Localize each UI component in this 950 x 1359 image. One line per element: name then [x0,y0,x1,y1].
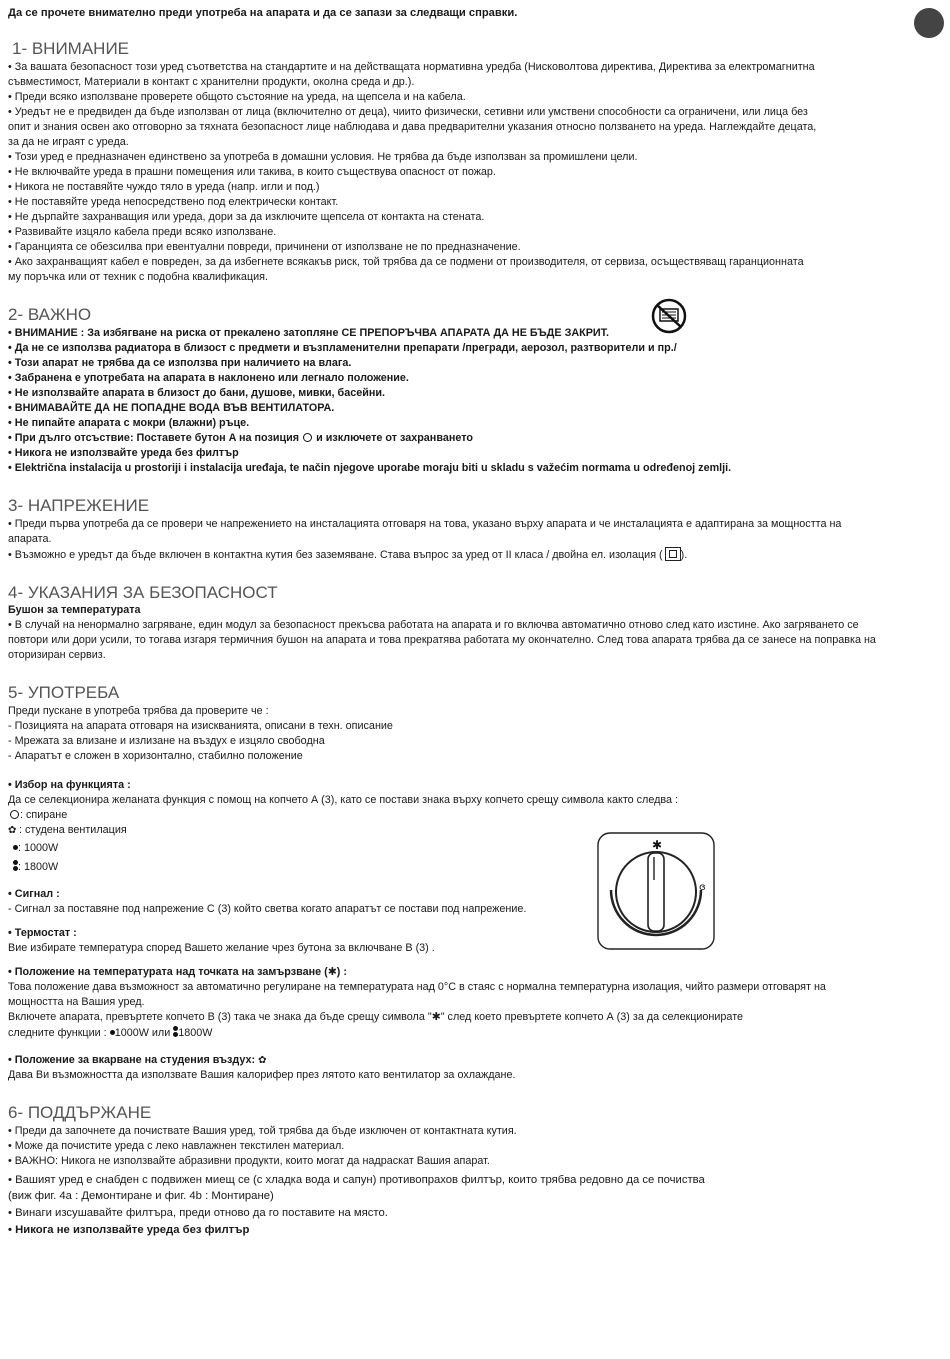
text-fragment: следните функции : [8,1027,107,1039]
text-line: • Този апарат не трябва да се използва при наличието на влага. [8,357,352,369]
frost-funcs-line [8,1025,934,1041]
func-cold [8,823,934,838]
text-fragment: Включете апарата, превъртете копчето B (3) така че знака да бъде срещу символа " [8,1011,432,1023]
section-title: 6- ПОДДЪРЖАНЕ [8,1103,152,1122]
text-line: Да се селекционира желаната функция с помощ на копчето А (3), като се постави знака върху копчето срещу символа както следва : [8,794,679,806]
header-note: Да се прочете внимателно преди употреба на апарата и да се запази за следващи справки. [8,7,518,19]
subtitle: • Избор на функцията : [8,779,131,791]
frost-turn-line [8,1010,934,1025]
text-line: мощността на Вашия уред. [8,996,145,1008]
cold-title [8,1053,934,1068]
text-fragment: 1800W [178,1027,213,1039]
text-line: • Уредът не е предвиден да бъде използван от лица (включително от деца), чиито физически, сетивни или умствени способности са ограничени, или лица без [8,106,808,118]
text-fragment: ) : [336,966,347,978]
text-line: • Забранена е употребата на апарата в наклонено или легнало положение. [8,372,409,384]
section-warning [8,39,934,285]
text-line: • Винаги изсушавайте филтъра, преди отново да го поставите на място. [8,1207,388,1219]
text-line: • В случай на ненормално загряване, един модул за безопасност прекъсва работата на апарата и го включва автоматично отново след като изстине. Ако загряването се [8,619,859,631]
text-line: • Гаранцията се обезсилва при евентуални повреди, причинени от използване не по предназначение. [8,241,521,253]
func-1800 [8,859,934,875]
text-line: • Не дърпайте захранващия или уреда, дори за да изключите щепсела от контакта на стената. [8,211,485,223]
section-maintenance [8,1103,934,1239]
text-line: Преди пускане в употреба трябва да проверите че : [8,705,269,717]
fan-icon: ✿ [258,1055,267,1066]
text-line: (виж фиг. 4а : Демонтиране и фиг. 4b : Монтиране) [8,1190,274,1202]
text-line: за да не играят с уреда. [8,136,129,148]
text-line: • ВНИМАНИЕ : За избягване на риска от прекалено затопляне СЕ ПРЕПОРЪЧВА АПАРАТА ДА НЕ БЪДЕ ЗАКРИТ. [8,327,610,339]
text-line: • Ако захранващият кабел е повреден, за да избегнете всякакъв риск, той трябва да се подмени от производителя, от сервиза, осъществяващ гаранционната [8,256,804,268]
section-use [8,683,934,1083]
text-line: • Преди първа употреба да се провери че напрежението на инсталацията отговаря на това, указано върху апарата и че инсталацията е адаптирана за мощността на [8,518,842,530]
text-line: Дава Ви възможността да използвате Вашия калорифер през лятото като вентилатор за охлаждане. [8,1069,516,1081]
section-title: 4- УКАЗАНИЯ ЗА БЕЗОПАСНОСТ [8,583,278,602]
subtitle: • Сигнал : [8,888,60,900]
text-line: • Този уред е предназначен единствено за употреба в домашни условия. Не трябва да бъде използван за промишлени цели. [8,151,638,163]
section-title: 2- ВАЖНО [8,305,92,324]
svg-text:✱: ✱ [652,838,663,852]
text-line: • Не поставяйте уреда непосредствено под електрически контакт. [8,196,339,208]
text-line: • Не включвайте уреда в прашни помещения или такива, в които съществува опасност от пожар. [8,166,496,178]
text-line: • Никога не използвайте уреда без филтър [8,1224,250,1236]
text-line: опит и знания освен ако отговорно за тяхната безопасност лице наблюдава и дава предварителни указания относно ползването на уреда. Наглеждайте децата, [8,121,817,133]
text-fragment: • Възможно е уредът да бъде включен в контактна кутия без заземяване. Става въпрос за уред от II класа / двойна ел. изолация ( [8,549,663,561]
text-line: Това положение дава възможност за автоматично регулиране на температурата над 0°C в стаяс с нормална температурна изолация, чийто размери отговарят на [8,981,826,993]
text-fragment: : 1800W [18,861,59,873]
section-title: 5- УПОТРЕБА [8,683,120,702]
text-line: • Električna instalacija u prostoriji i instalacija uređaja, te način njegove uporabe moraju biti u skladu s važećim normama u određenoj zemlji. [8,462,732,474]
text-line: - Сигнал за поставяне под напрежение С (3) който светва когато апаратът се постави под напрежение. [8,903,527,915]
text-line: оторизиран сервиз. [8,649,106,661]
absence-pre: • При дълго отсъствие: Поставете бутон A на позиция [8,432,300,444]
text-line: • Развивайте изцяло кабела преди всяко използване. [8,226,277,238]
text-line: • Никога не поставяйте чуждо тяло в уреда (напр. игли и под.) [8,181,320,193]
func-1000 [8,841,934,856]
double-insulation-icon [665,547,681,561]
text-line: • ВАЖНО: Никога не използвайте абразивни продукти, които могат да надраскат Вашия апарат. [8,1155,490,1167]
text-line: • Никога не използвайте уреда без филтър [8,447,239,459]
page [8,6,934,1239]
text-line: • Да не се използва радиатора в близост с предмети и възпламенителни препарати /прегради, аерозол, разтворители и пр./ [8,342,677,354]
off-position-icon [303,433,312,442]
text-fragment: • Положение на температурата над точката на замързване ( [8,966,328,978]
text-line: Вие избирате температура според Вашето желание чрез бутона за включване B (3) . [8,942,435,954]
text-line: • Може да почистите уреда с леко навлажнен текстилен материал. [8,1140,345,1152]
text-line: съвместимост, Материали в контакт с хранителни продукти, околна среда и др.). [8,76,415,88]
section-voltage [8,496,934,563]
text-fragment: ). [680,549,688,561]
text-line: • ВНИМАВАЙТЕ ДА НЕ ПОПАДНЕ ВОДА ВЪВ ВЕНТИЛАТОРА. [8,402,335,414]
text-fragment: 1000W или [114,1027,171,1039]
text-line: повтори или дори усили, то тогава изгаря термичния бушон на апарата и това прекратява работата му окончателно. След това апарата трябва да се занесе на поправка на [8,634,876,646]
text-line: - Мрежата за влизане и излизане на въздух е изцяло свободна [8,735,325,747]
text-fragment: • Положение за вкарване на студения въздух: [8,1054,256,1066]
svg-text:ɞ: ɞ [699,882,706,893]
text-line: му поръчка или от техник с подобна квалификация. [8,271,269,283]
absence-post: и изключете от захранването [316,432,473,444]
do-not-cover-icon [650,298,688,334]
stop-icon [10,810,19,819]
subtitle: • Термостат : [8,927,77,939]
text-fragment: : 1000W [18,842,59,854]
text-line: • Преди да започнете да почиствате Вашия уред, той трябва да бъде изключен от контактната кутия. [8,1125,517,1137]
text-fragment: : спиране [20,809,68,821]
text-line: апарата. [8,533,52,545]
text-line: - Апаратът е сложен в хоризонтално, стабилно положение [8,750,303,762]
func-stop [8,808,934,823]
text-fragment: : студена вентилация [19,824,127,836]
section-important [8,305,934,476]
section-title: 3- НАПРЕЖЕНИЕ [8,496,150,515]
control-knob-illustration [597,832,715,950]
subtitle: Бушон за температурата [8,604,141,616]
text-line: • Преди всяко използване проверете общото състояние на уреда, на щепсела и на кабела. [8,91,466,103]
text-line: • Вашият уред е снабден с подвижен миещ се (с хладка вода и сапун) противопрахов филтър, които трябва редовно да се почиства [8,1174,705,1186]
frost-icon: ✱ [431,1011,441,1023]
text-line: • Не използвайте апарата в близост до бани, душове, мивки, басейни. [8,387,386,399]
fan-icon: ✿ [8,825,17,836]
section-safety [8,583,934,663]
absence-line [8,431,934,446]
text-line: • За вашата безопасност този уред съответства на стандартите и на действащата нормативна уредба (Нисковолтова директива, Директива за електромагнитна [8,61,815,73]
frost-title [8,965,934,980]
text-fragment: " след което превъртете копчето А (3) за да селекционирате [440,1011,744,1023]
section-title: 1- ВНИМАНИЕ [12,39,130,58]
class-ii-line [8,547,934,563]
text-line: - Позицията на апарата отговаря на изискванията, описани в техн. описание [8,720,393,732]
frost-icon: ✱ [327,966,337,978]
text-line: • Не пипайте апарата с мокри (влажни) ръце. [8,417,250,429]
